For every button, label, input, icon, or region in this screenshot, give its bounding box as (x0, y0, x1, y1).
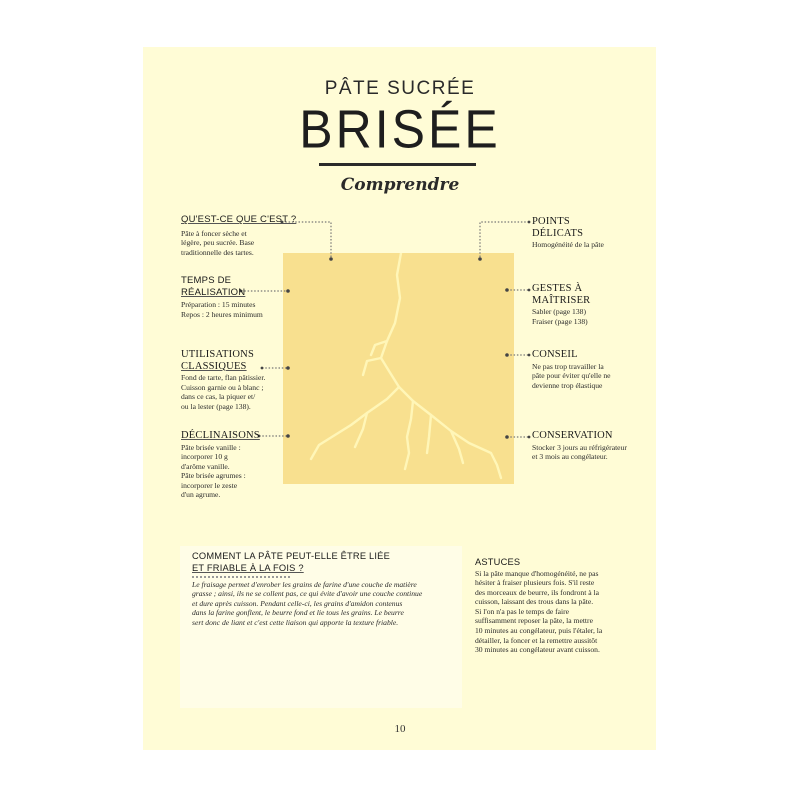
body-line: d'un agrume. (181, 490, 221, 500)
body-line: grasse ; ainsi, ils ne se collent pas, ce qui évite d'avoir une couche continue (192, 589, 423, 599)
body-line: et 3 mois au congélateur. (532, 452, 608, 462)
body-line: Le fraisage permet d'enrober les grains de farine d'une couche de matière (192, 580, 417, 589)
section-heading: CONSERVATION (532, 430, 613, 441)
body-line: Pâte brisée vanille : (181, 442, 241, 452)
body-line: Homogénéité de la pâte (532, 240, 604, 249)
dotted-separator (192, 576, 290, 578)
section-body (181, 443, 260, 501)
section-delicate-points (532, 217, 604, 250)
tips-heading: ASTUCES (475, 557, 521, 567)
body-line: 10 minutes au congélateur, puis l'étaler, la (475, 626, 603, 636)
body-line: d'arôme vanille. (181, 461, 230, 471)
body-line: Fraiser (page 138) (532, 316, 588, 326)
section-heading: QU'EST-CE QUE C'EST ? (181, 214, 297, 225)
page-number: 10 (394, 723, 406, 735)
section-prep-time (181, 276, 263, 319)
section-heading-line: POINTS (532, 216, 570, 227)
science-box-content (192, 551, 422, 627)
body-line: Si l'on n'a pas le temps de faire (475, 606, 570, 616)
page-title: BRISÉE (299, 98, 501, 160)
body-line: pâte pour éviter qu'elle ne (532, 371, 611, 381)
section-body (181, 300, 263, 319)
page-subtitle: Comprendre (340, 175, 460, 195)
page-kicker: PÂTE SUCRÉE (324, 78, 476, 99)
body-line: Préparation : 15 minutes (181, 300, 256, 309)
section-advice (532, 350, 611, 390)
body-line: Repos : 2 heures minimum (181, 309, 263, 319)
body-line: et dure après cuisson. Pendant celle-ci, les grains d'amidon contenus (192, 598, 403, 608)
tips-body (475, 569, 602, 655)
section-techniques (532, 284, 590, 326)
body-line: suffisamment reposer la pâte, la mettre (475, 616, 593, 626)
body-line: Ne pas trop travailler la (532, 361, 604, 371)
section-body (532, 362, 611, 391)
body-line: devienne trop élastique (532, 380, 603, 390)
section-body (532, 443, 627, 462)
body-line: détailler, la foncer et la remettre aussitôt (475, 635, 598, 645)
body-line: hésiter à fraiser plusieurs fois. S'il reste (475, 578, 595, 588)
section-heading-line: CLASSIQUES (181, 360, 247, 372)
section-heading-line: UTILISATIONS (181, 349, 254, 360)
section-variations (181, 431, 260, 500)
science-heading-line: ET FRIABLE À LA FOIS ? (192, 562, 304, 573)
body-line: légère, peu sucrée. Base (181, 238, 255, 248)
section-classic-uses (181, 350, 265, 411)
section-storage (532, 431, 627, 462)
body-line: incorporer 10 g (181, 452, 228, 462)
body-line: ou la lester (page 138). (181, 401, 251, 411)
science-body (192, 580, 422, 627)
body-line: Si la pâte manque d'homogénéité, ne pas (475, 568, 599, 578)
section-body (532, 307, 590, 326)
body-line: incorporer le zeste (181, 480, 238, 490)
section-body (181, 229, 296, 258)
section-what-is-it (181, 215, 296, 257)
section-heading: DÉCLINAISONS (181, 430, 260, 441)
body-line: Cuisson garnie ou à blanc ; (181, 382, 264, 392)
section-heading-line: GESTES À (532, 283, 583, 294)
body-line: Sabler (page 138) (532, 307, 586, 316)
body-line: dans la farine gonflent, le beurre fond et lie tous les grains. Le beurre (192, 608, 404, 618)
section-heading-line: RÉALISATION (181, 286, 246, 298)
section-heading-line: DÉLICATS (532, 227, 584, 239)
body-line: traditionnelle des tartes. (181, 247, 254, 257)
section-heading-line: MAÎTRISER (532, 294, 591, 306)
section-heading: CONSEIL (532, 349, 578, 360)
body-line: des morceaux de beurre, ils fondront à la (475, 587, 599, 597)
section-heading-line: TEMPS DE (181, 275, 232, 286)
section-body (532, 240, 604, 250)
science-heading-line: COMMENT LA PÂTE PEUT-ELLE ÊTRE LIÉE (192, 551, 390, 561)
body-line: 30 minutes au congélateur avant cuisson. (475, 645, 600, 655)
body-line: Pâte brisée agrumes : (181, 471, 246, 481)
body-line: Stocker 3 jours au réfrigérateur (532, 442, 627, 452)
body-line: Pâte à foncer sèche et (181, 228, 247, 238)
body-line: dans ce cas, la piquer et/ (181, 392, 256, 402)
body-line: sert donc de liant et c'est cette liaison qui apporte la texture friable. (192, 617, 399, 627)
section-body (181, 373, 265, 411)
body-line: Fond de tarte, flan pâtissier. (181, 373, 266, 382)
body-line: cuisson, laissant des trous dans la pâte. (475, 597, 594, 607)
tips-box (475, 557, 602, 655)
